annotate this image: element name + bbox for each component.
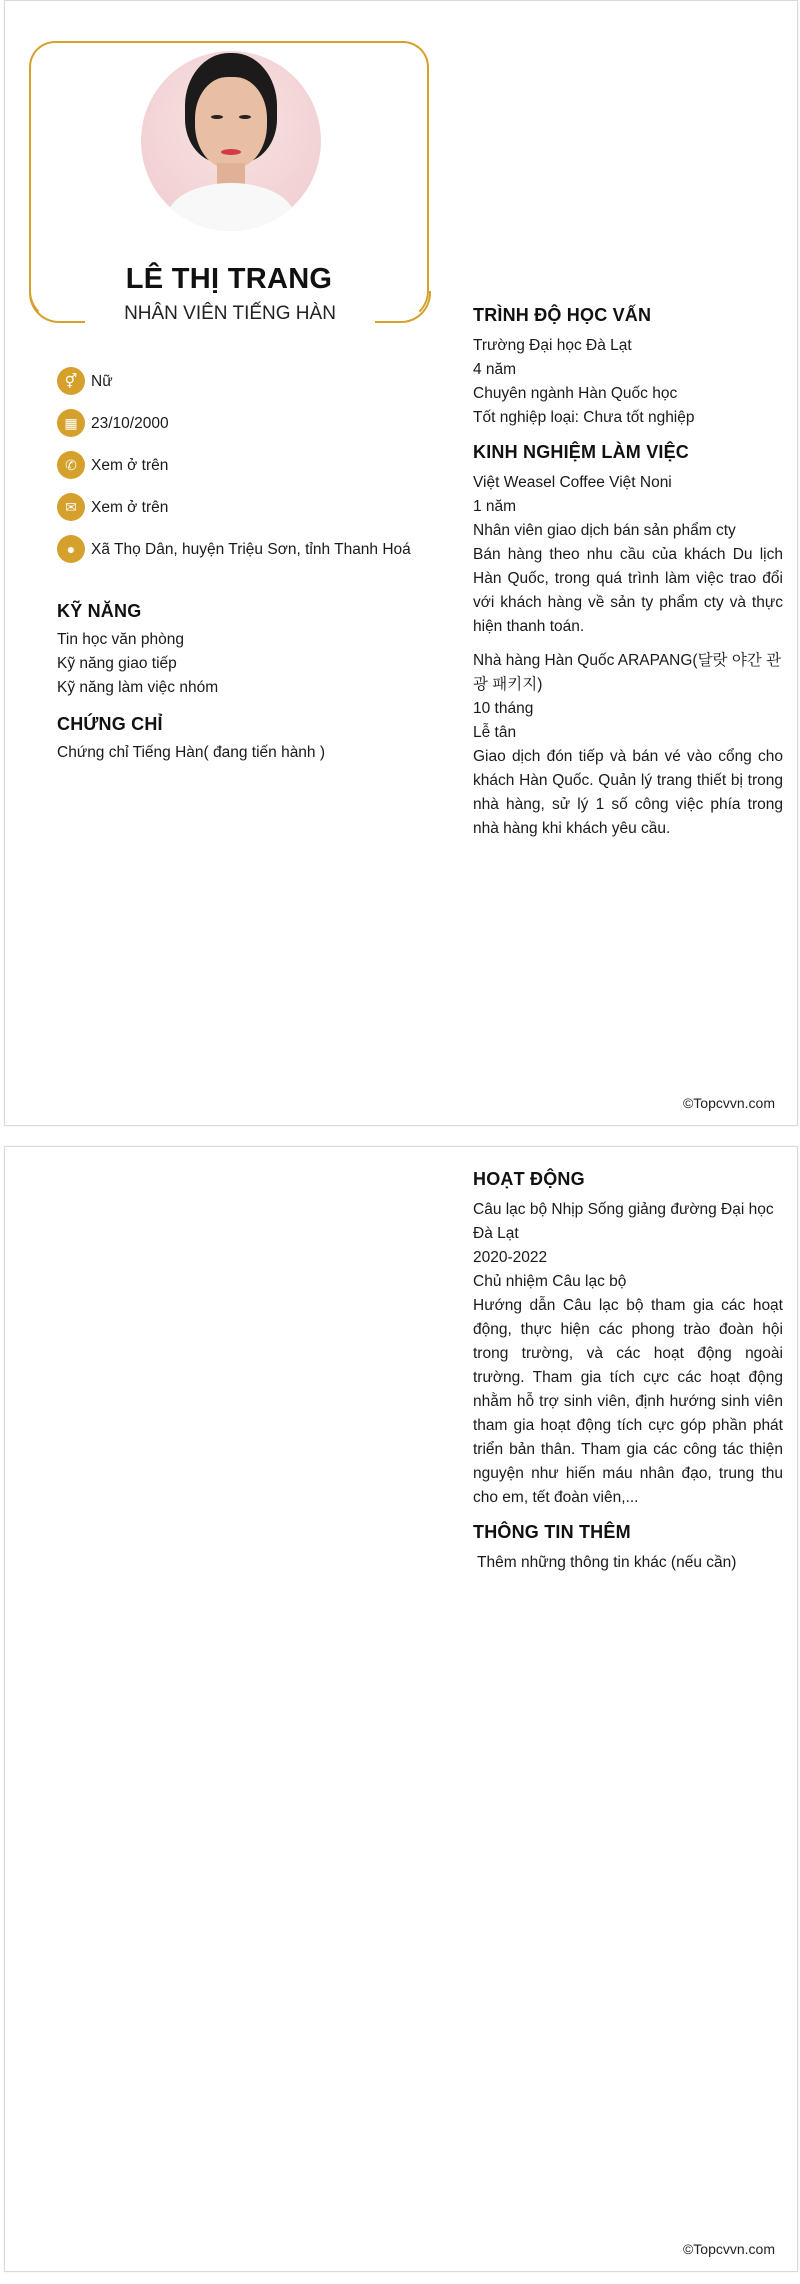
education-section <box>473 305 783 430</box>
experience-duration: 1 năm <box>473 498 517 515</box>
skill-item: Tin học văn phòng <box>57 631 184 648</box>
additional-info-section <box>473 1522 783 1575</box>
skills-title: KỸ NĂNG <box>57 601 142 621</box>
cv-page-2 <box>4 1146 798 2272</box>
job-title: NHÂN VIÊN TIẾNG HÀN <box>85 303 375 325</box>
location-icon: ● <box>57 535 85 563</box>
experience-description: Bán hàng theo nhu cầu của khách Du lịch Hàn Quốc, trong quá trình làm việc trao đổi với khách hàng về sản ty phẩm cty và thực hiện thanh toán. <box>473 546 783 635</box>
left-column <box>57 601 437 779</box>
contact-birthday <box>57 413 447 455</box>
education-title: TRÌNH ĐỘ HỌC VẤN <box>473 305 652 325</box>
education-duration: 4 năm <box>473 361 517 378</box>
experience-company: Việt Weasel Coffee Việt Noni <box>473 474 672 491</box>
activity-period: 2020-2022 <box>473 1249 548 1266</box>
right-column <box>473 1169 783 1587</box>
calendar-icon: ▦ <box>57 409 85 437</box>
experience-entry <box>473 471 783 639</box>
activities-title: HOẠT ĐỘNG <box>473 1169 585 1189</box>
activities-section <box>473 1169 783 1510</box>
avatar <box>141 51 321 231</box>
activity-organization: Câu lạc bộ Nhịp Sống giảng đường Đại học Đà Lạt <box>473 1201 774 1242</box>
activity-description: Hướng dẫn Câu lạc bộ tham gia các hoạt động, thực hiện các phong trào đoàn hội trong trường, và các hoạt động ngoài trường. Tham gia tích cực các hoạt động nhằm hỗ trợ sinh viên, định hướng sinh viên tham gia hoạt động tích cực góp phần phát triển bản thân. Tham gia các công tác thiện nguyện như hiến máu nhân đạo, trung thu cho em, tết đoàn viên,... <box>473 1297 783 1506</box>
activity-role: Chủ nhiệm Câu lạc bộ <box>473 1273 627 1290</box>
footer-watermark: ©Topcvvn.com <box>682 2241 775 2257</box>
additional-info-title: THÔNG TIN THÊM <box>473 1522 631 1542</box>
education-grade: Tốt nghiệp loại: Chưa tốt nghiệp <box>473 409 695 426</box>
contact-phone <box>57 455 447 497</box>
experience-title: KINH NGHIỆM LÀM VIỆC <box>473 442 690 462</box>
phone-icon: ✆ <box>57 451 85 479</box>
contact-gender-value: Nữ <box>91 373 113 390</box>
additional-info-text: Thêm những thông tin khác (nếu cần) <box>473 1554 737 1571</box>
certificates-title: CHỨNG CHỈ <box>57 714 163 734</box>
experience-entry <box>473 649 783 841</box>
contact-address <box>57 539 447 581</box>
experience-position: Nhân viên giao dịch bán sản phẩm cty <box>473 522 736 539</box>
contact-address-value: Xã Thọ Dân, huyện Triệu Sơn, tỉnh Thanh Hoá <box>91 541 411 558</box>
gender-icon: ⚥ <box>57 367 85 395</box>
contact-birthday-value: 23/10/2000 <box>91 415 169 432</box>
skill-item: Kỹ năng làm việc nhóm <box>57 679 219 696</box>
contact-email-value: Xem ở trên <box>91 499 169 516</box>
experience-company: Nhà hàng Hàn Quốc ARAPANG(달랏 야간 관광 패키지) <box>473 652 782 693</box>
education-school: Trường Đại học Đà Lạt <box>473 337 632 354</box>
candidate-name: LÊ THỊ TRANG <box>125 263 333 295</box>
certificate-item: Chứng chỉ Tiếng Hàn( đang tiến hành ) <box>57 744 326 761</box>
experience-description: Giao dịch đón tiếp và bán vé vào cổng cho khách Hàn Quốc. Quản lý trang thiết bị trong nhà hàng, sử lý 1 số công việc phía trong nhà hàng khi khách yêu cầu. <box>473 748 783 837</box>
certificates-section <box>57 714 437 765</box>
experience-section <box>473 442 783 841</box>
email-icon: ✉ <box>57 493 85 521</box>
experience-duration: 10 tháng <box>473 700 534 717</box>
contact-gender <box>57 371 447 413</box>
right-column <box>473 305 783 853</box>
skills-section <box>57 601 437 700</box>
experience-position: Lễ tân <box>473 724 517 741</box>
contact-phone-value: Xem ở trên <box>91 457 169 474</box>
cv-page-1 <box>4 0 798 1126</box>
contact-list <box>57 371 447 581</box>
footer-watermark: ©Topcvvn.com <box>682 1095 775 1111</box>
contact-email <box>57 497 447 539</box>
education-major: Chuyên ngành Hàn Quốc học <box>473 385 678 402</box>
skill-item: Kỹ năng giao tiếp <box>57 655 177 672</box>
